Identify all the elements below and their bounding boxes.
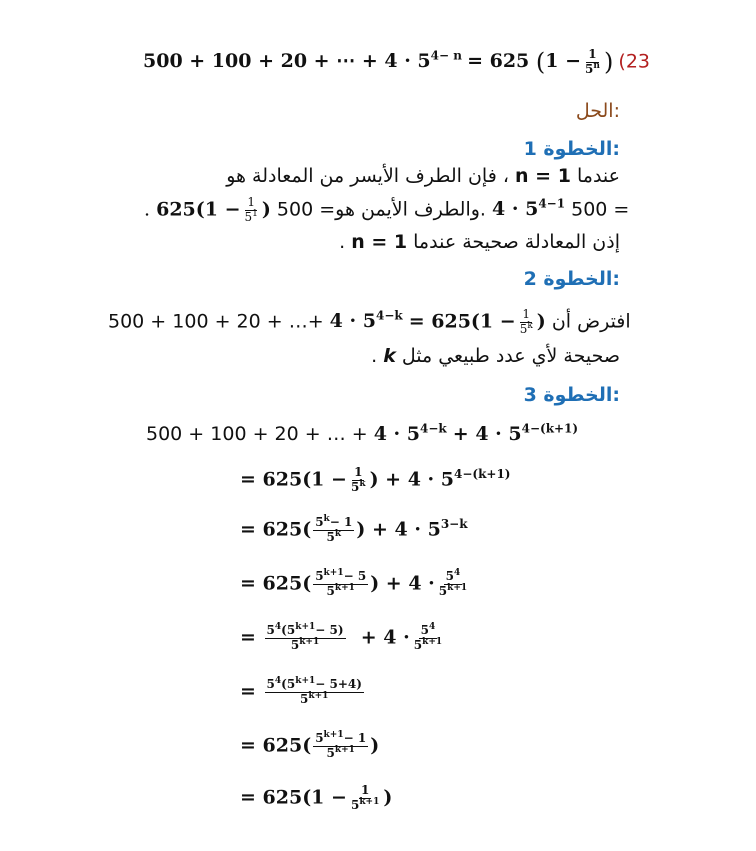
step3-row6: = $\frac{5^4(5^{k+1}- 5+4)}{5^{k+1}}$ <box>240 676 362 706</box>
step1-heading: الخطوة 1: <box>523 138 620 160</box>
step3-row7: = 625( $\frac{5^{k+1}- 1}{5^{k+1}}$ ) <box>240 730 380 760</box>
problem-number: (23 <box>618 50 650 73</box>
solution-label: الحل: <box>575 100 620 122</box>
step2-line2: صحيحة لأي عدد طبيعي مثل k . <box>371 345 620 367</box>
step3-row8: = 625(1 − $\frac{1}{5^{k+1}}$ ) <box>240 783 393 812</box>
step3-row2: = 625(1 − $\frac{1}{5^k}$ ) + $4 \cdot 5^{4-(k+1)}$ <box>240 465 511 494</box>
problem-lhs: 500 + 100 + 20 + ⋯ + $4 \cdot 5^{4- n}$ <box>143 48 462 73</box>
step1-line3: إذن المعادلة صحيحة عندما n = 1 . <box>339 231 620 253</box>
problem-statement <box>143 48 650 77</box>
step3-row3: = 625( $\frac{5^k- 1}{5^k}$ ) + $4 \cdot 5^{3-k}$ <box>240 514 468 544</box>
step2-heading: الخطوة 2: <box>523 268 620 290</box>
step1-line1: عندما n = 1 ، فإن الطرف الأيسر من المعادلة هو <box>226 165 620 187</box>
step3-row5: = $\frac{5^4(5^{k+1}- 5)}{5^{k+1}}$ + 4 · $\frac{5^4}{5^{k+1}}$ <box>240 622 443 652</box>
step3-row1: 500 + 100 + 20 + … + $4 \cdot 5^{4-k} + 4 \cdot 5^{4-(k+1)}$ <box>146 421 579 445</box>
step2-line1: 500 + 100 + 20 + …+ $4 \cdot 5^{4-k} = 625(1$ − $\frac{1}{5^k}$ ) افترض أن <box>108 307 631 336</box>
step1-line2: . 625(1 − $\frac{1}{5^1}$ ) 500 =.والطرف الأيمن هو $4 \cdot 5^{4-1}$ 500 = <box>144 195 630 224</box>
problem-rhs: = 625 (1 − $\frac{1}{5^n}$ ) <box>467 47 614 77</box>
step3-heading: الخطوة 3: <box>523 384 620 406</box>
step3-row4: = 625( $\frac{5^{k+1}- 5}{5^{k+1}}$ ) + 4 · $\frac{5^4}{5^{k+1}}$ <box>240 568 468 598</box>
